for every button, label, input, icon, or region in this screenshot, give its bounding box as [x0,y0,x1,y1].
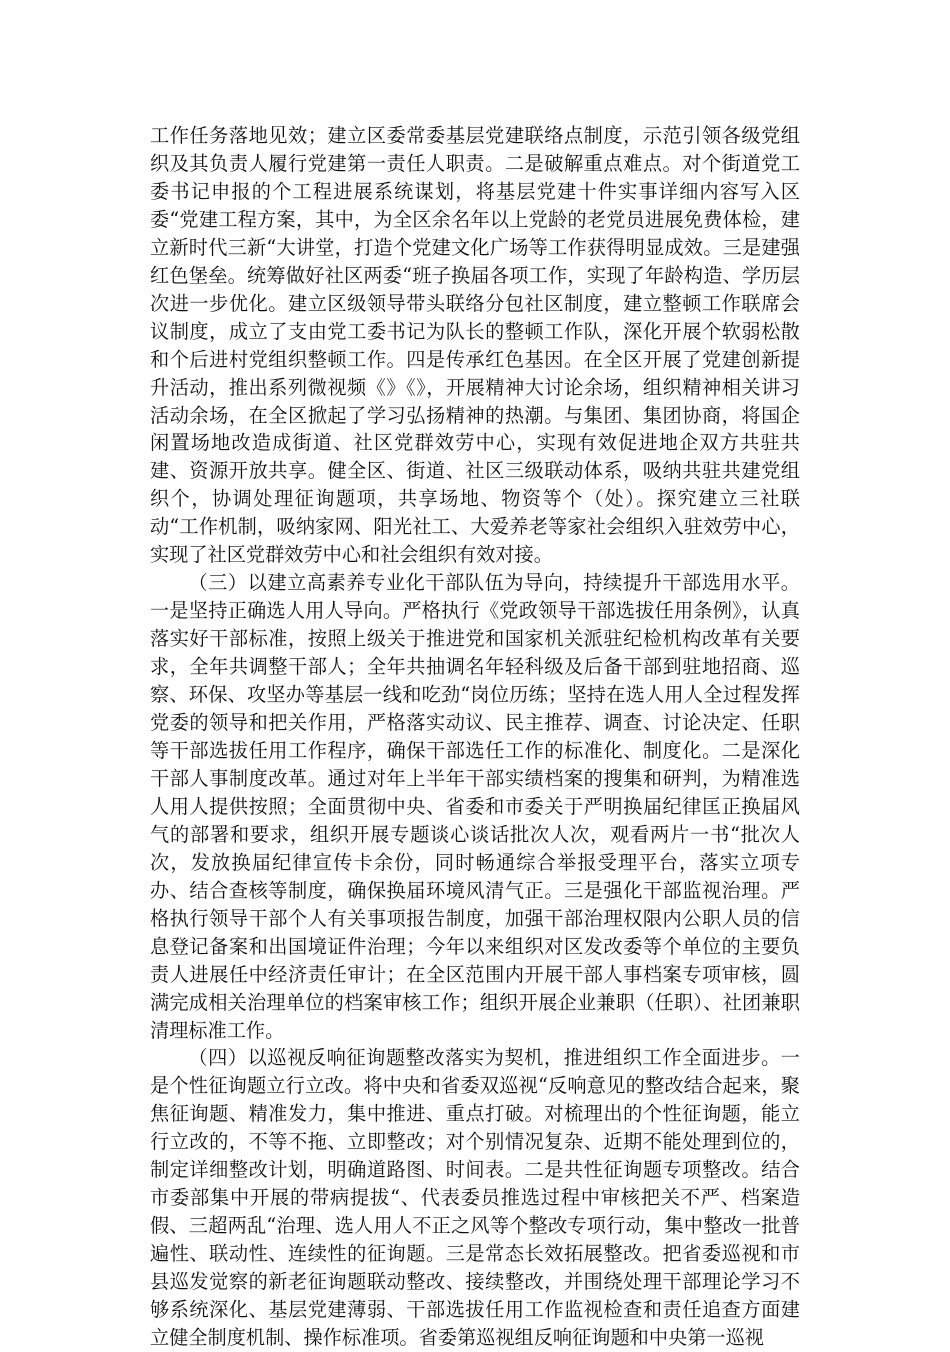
paragraph-section-three: （三）以建立高素养专业化干部队伍为导向，持续提升干部选用水平。一是坚持正确选人用人导向。严格执行《党政领导干部选拔任用条例》，认真落实好干部标准，按照上级关于推进党和国家机关派驻纪检机构改革有关要求，全年共调整干部人；全年共抽调名年轻科级及后备干部到驻地招商、巡察、环保、攻坚办等基层一线和吃劲“岗位历练；坚持在选人用人全过程发挥党委的领导和把关作用，严格落实动议、民主推荐、调查、讨论决定、任职等干部选拔任用工作程序，确保干部选任工作的标准化、制度化。二是深化干部人事制度改革。通过对年上半年干部实绩档案的搜集和研判，为精准选人用人提供按照；全面贯彻中央、省委和市委关于严明换届纪律匡正换届风气的部署和要求，组织开展专题谈心谈话批次人次，观看两片一书“批次人次，发放换届纪律宣传卡余份，同时畅通综合举报受理平台，落实立项专办、结合查核等制度，确保换届环境风清气正。三是强化干部监视治理。严格执行领导干部个人有关事项报告制度，加强干部治理权限内公职人员的信息登记备案和出国境证件治理；今年以来组织对区发改委等个单位的主要负责人进展任中经济责任审计；在全区范围内开展干部人事档案专项审核，圆满完成相关治理单位的档案审核工作；组织开展企业兼职（任职）、社团兼职清理标准工作。 [150,571,800,1042]
paragraph-continued: 工作任务落地见效；建立区委常委基层党建联络点制度，示范引领各级党组织及其负责人履行党建第一责任人职责。二是破解重点难点。对个街道党工委书记申报的个工程进展系统谋划，将基层党建十件实事详细内容写入区委“党建工程方案，其中，为全区余名年以上党龄的老党员进展免费体检，建立新时代三新“大讲堂，打造个党建文化广场等工作获得明显成效。三是建强红色堡垒。统筹做好社区两委“班子换届各项工作，实现了年龄构造、学历层次进一步优化。建立区级领导带头联络分包社区制度，建立整顿工作联席会议制度，成立了支由党工委书记为队长的整顿工作队，深化开展个软弱松散和个后进村党组织整顿工作。四是传承红色基因。在全区开展了党建创新提升活动，推出系列微视频《》《》，开展精神大讨论余场，组织精神相关讲习活动余场，在全区掀起了学习弘扬精神的热潮。与集团、集团协商，将国企闲置场地改造成街道、社区党群效劳中心，实现有效促进地企双方共驻共建、资源开放共享。健全区、街道、社区三级联动体系，吸纳共驻共建党组织个，协调处理征询题项，共享场地、物资等个（处）。探究建立三社联动“工作机制，吸纳家网、阳光社工、大爱养老等家社会组织入驻效劳中心，实现了社区党群效劳中心和社会组织有效对接。 [150,124,800,567]
document-body [150,122,800,1352]
paragraph-section-four: （四）以巡视反响征询题整改落实为契机，推进组织工作全面进步。一是个性征询题立行立改。将中央和省委双巡视“反响意见的整改结合起来，聚焦征询题、精准发力，集中推进、重点打破。对梳理出的个性征询题，能立行立改的，不等不拖、立即整改；对个别情况复杂、近期不能处理到位的，制定详细整改计划，明确道路图、时间表。二是共性征询题专项整改。结合市委部集中开展的带病提拔“、代表委员推选过程中审核把关不严、档案造假、三超两乱“治理、选人用人不正之风等个整改专项行动，集中整改一批普遍性、联动性、连续性的征询题。三是常态长效拓展整改。把省委巡视和市县巡发觉察的新老征询题联动整改、接续整改，并围绕处理干部理论学习不够系统深化、基层党建薄弱、干部选拔任用工作监视检查和责任追查方面建立健全制度机制、操作标准项。省委第巡视组反响征询题和中央第一巡视 [150,1046,800,1349]
